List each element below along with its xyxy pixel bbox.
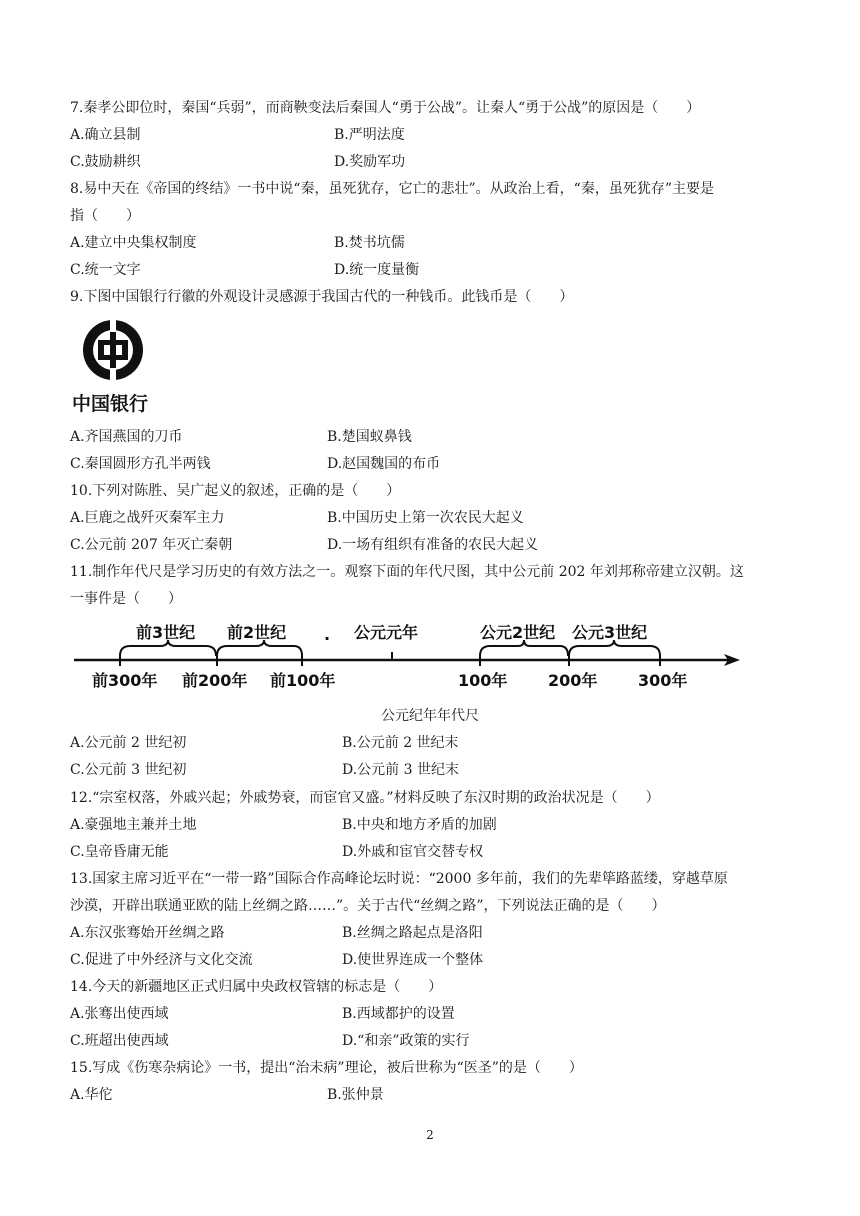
timeline-century-label: 公元2世纪 bbox=[480, 623, 556, 642]
timeline-dot: . bbox=[324, 625, 331, 644]
q12-option-d: D.外戚和宦官交替专权 bbox=[342, 844, 484, 860]
q15-option-a: A.华佗 bbox=[70, 1087, 113, 1103]
timeline-caption: 公元纪年年代尺 bbox=[381, 708, 479, 724]
bank-of-china-logo bbox=[70, 318, 160, 418]
bank-logo-icon bbox=[70, 318, 160, 418]
timeline-tick-label: 前200年 bbox=[182, 671, 248, 690]
q14-option-b: B.西域都护的设置 bbox=[342, 1006, 455, 1022]
timeline-century-label: 前3世纪 bbox=[136, 623, 196, 642]
q8-option-b: B.焚书坑儒 bbox=[334, 235, 405, 251]
timeline-century-label: 公元3世纪 bbox=[572, 623, 648, 642]
q14-option-a: A.张骞出使西域 bbox=[70, 1006, 169, 1022]
q10-option-a: A.巨鹿之战歼灭秦军主力 bbox=[70, 510, 225, 526]
q13-stem-line2: 沙漠，开辟出联通亚欧的陆上丝绸之路……”。关于古代“丝绸之路”，下列说法正确的是（ ） bbox=[70, 898, 666, 914]
timeline-bracket bbox=[217, 640, 302, 656]
q13-stem-line1: 13.国家主席习近平在“一带一路”国际合作高峰论坛时说：“2000 多年前，我们的先辈筚路蓝缕，穿越草原 bbox=[70, 871, 728, 887]
q11-option-c: C.公元前 3 世纪初 bbox=[70, 762, 187, 778]
q8-stem-line2: 指（ ） bbox=[70, 208, 140, 224]
q9-stem: 9.下图中国银行行徽的外观设计灵感源于我国古代的一种钱币。此钱币是（ ） bbox=[70, 289, 574, 305]
q10-option-c: C.公元前 207 年灭亡秦朝 bbox=[70, 537, 233, 553]
q8-option-c: C.统一文字 bbox=[70, 262, 141, 278]
q13-option-a: A.东汉张骞始开丝绸之路 bbox=[70, 925, 225, 941]
timeline-chart bbox=[72, 612, 752, 698]
q8-stem-line1: 8.易中天在《帝国的终结》一书中说“秦，虽死犹存，它亡的悲壮”。从政治上看，“秦，虽死犹存”主要是 bbox=[70, 181, 714, 197]
q7-stem: 7.秦孝公即位时，秦国“兵弱”，而商鞅变法后秦国人“勇于公战”。让秦人“勇于公战”的原因是（ ） bbox=[70, 100, 701, 116]
q11-option-a: A.公元前 2 世纪初 bbox=[70, 735, 187, 751]
q12-stem: 12.“宗室权落，外戚兴起；外戚势衰，而宦官又盛。”材料反映了东汉时期的政治状况是（ ） bbox=[70, 790, 660, 806]
q15-stem: 15.写成《伤寒杂病论》一书，提出“治未病”理论，被后世称为“医圣”的是（ ） bbox=[70, 1060, 583, 1076]
q10-stem: 10.下列对陈胜、吴广起义的叙述，正确的是（ ） bbox=[70, 483, 401, 499]
q7-option-c: C.鼓励耕织 bbox=[70, 154, 141, 170]
timeline-bracket bbox=[480, 640, 568, 656]
timeline-tick-label: 100年 bbox=[458, 671, 508, 690]
q13-option-c: C.促进了中外经济与文化交流 bbox=[70, 952, 253, 968]
q9-option-b: B.楚国蚁鼻钱 bbox=[327, 429, 412, 445]
q10-option-b: B.中国历史上第一次农民大起义 bbox=[327, 510, 524, 526]
q7-option-b: B.严明法度 bbox=[334, 127, 405, 143]
q9-option-a: A.齐国燕国的刀币 bbox=[70, 429, 183, 445]
timeline-tick-label: 300年 bbox=[638, 671, 688, 690]
timeline-tick-label: 前300年 bbox=[92, 671, 158, 690]
timeline-century-label: 前2世纪 bbox=[227, 623, 287, 642]
bank-logo-text: 中国银行 bbox=[72, 393, 149, 415]
q7-option-a: A.确立县制 bbox=[70, 127, 141, 143]
q11-option-b: B.公元前 2 世纪末 bbox=[342, 735, 459, 751]
q11-option-d: D.公元前 3 世纪末 bbox=[342, 762, 459, 778]
q11-stem-line1: 11.制作年代尺是学习历史的有效方法之一。观察下面的年代尺图，其中公元前 202 年刘邦称帝建立汉朝。这 bbox=[70, 564, 744, 580]
q7-option-d: D.奖励军功 bbox=[334, 154, 406, 170]
timeline-bracket bbox=[120, 640, 216, 656]
q12-option-c: C.皇帝昏庸无能 bbox=[70, 844, 169, 860]
q15-option-b: B.张仲景 bbox=[327, 1087, 384, 1103]
q8-option-d: D.统一度量衡 bbox=[334, 262, 420, 278]
q9-option-d: D.赵国魏国的布币 bbox=[327, 456, 441, 472]
q11-stem-line2: 一事件是（ ） bbox=[70, 591, 182, 607]
page-number: 2 bbox=[426, 1128, 434, 1142]
q8-option-a: A.建立中央集权制度 bbox=[70, 235, 197, 251]
q12-option-a: A.豪强地主兼并土地 bbox=[70, 817, 197, 833]
q10-option-d: D.一场有组织有准备的农民大起义 bbox=[327, 537, 539, 553]
timeline-tick-label: 200年 bbox=[548, 671, 598, 690]
q14-option-d: D.“和亲”政策的实行 bbox=[342, 1033, 470, 1049]
q9-option-c: C.秦国圆形方孔半两钱 bbox=[70, 456, 211, 472]
timeline-century-label: 公元元年 bbox=[354, 623, 419, 642]
timeline-bracket bbox=[569, 640, 660, 656]
timeline-tick-label: 前100年 bbox=[270, 671, 336, 690]
timeline-svg bbox=[72, 612, 752, 698]
q13-option-b: B.丝绸之路起点是洛阳 bbox=[342, 925, 483, 941]
q14-stem: 14.今天的新疆地区正式归属中央政权管辖的标志是（ ） bbox=[70, 979, 443, 995]
q13-option-d: D.使世界连成一个整体 bbox=[342, 952, 484, 968]
q12-option-b: B.中央和地方矛盾的加剧 bbox=[342, 817, 497, 833]
q14-option-c: C.班超出使西域 bbox=[70, 1033, 169, 1049]
